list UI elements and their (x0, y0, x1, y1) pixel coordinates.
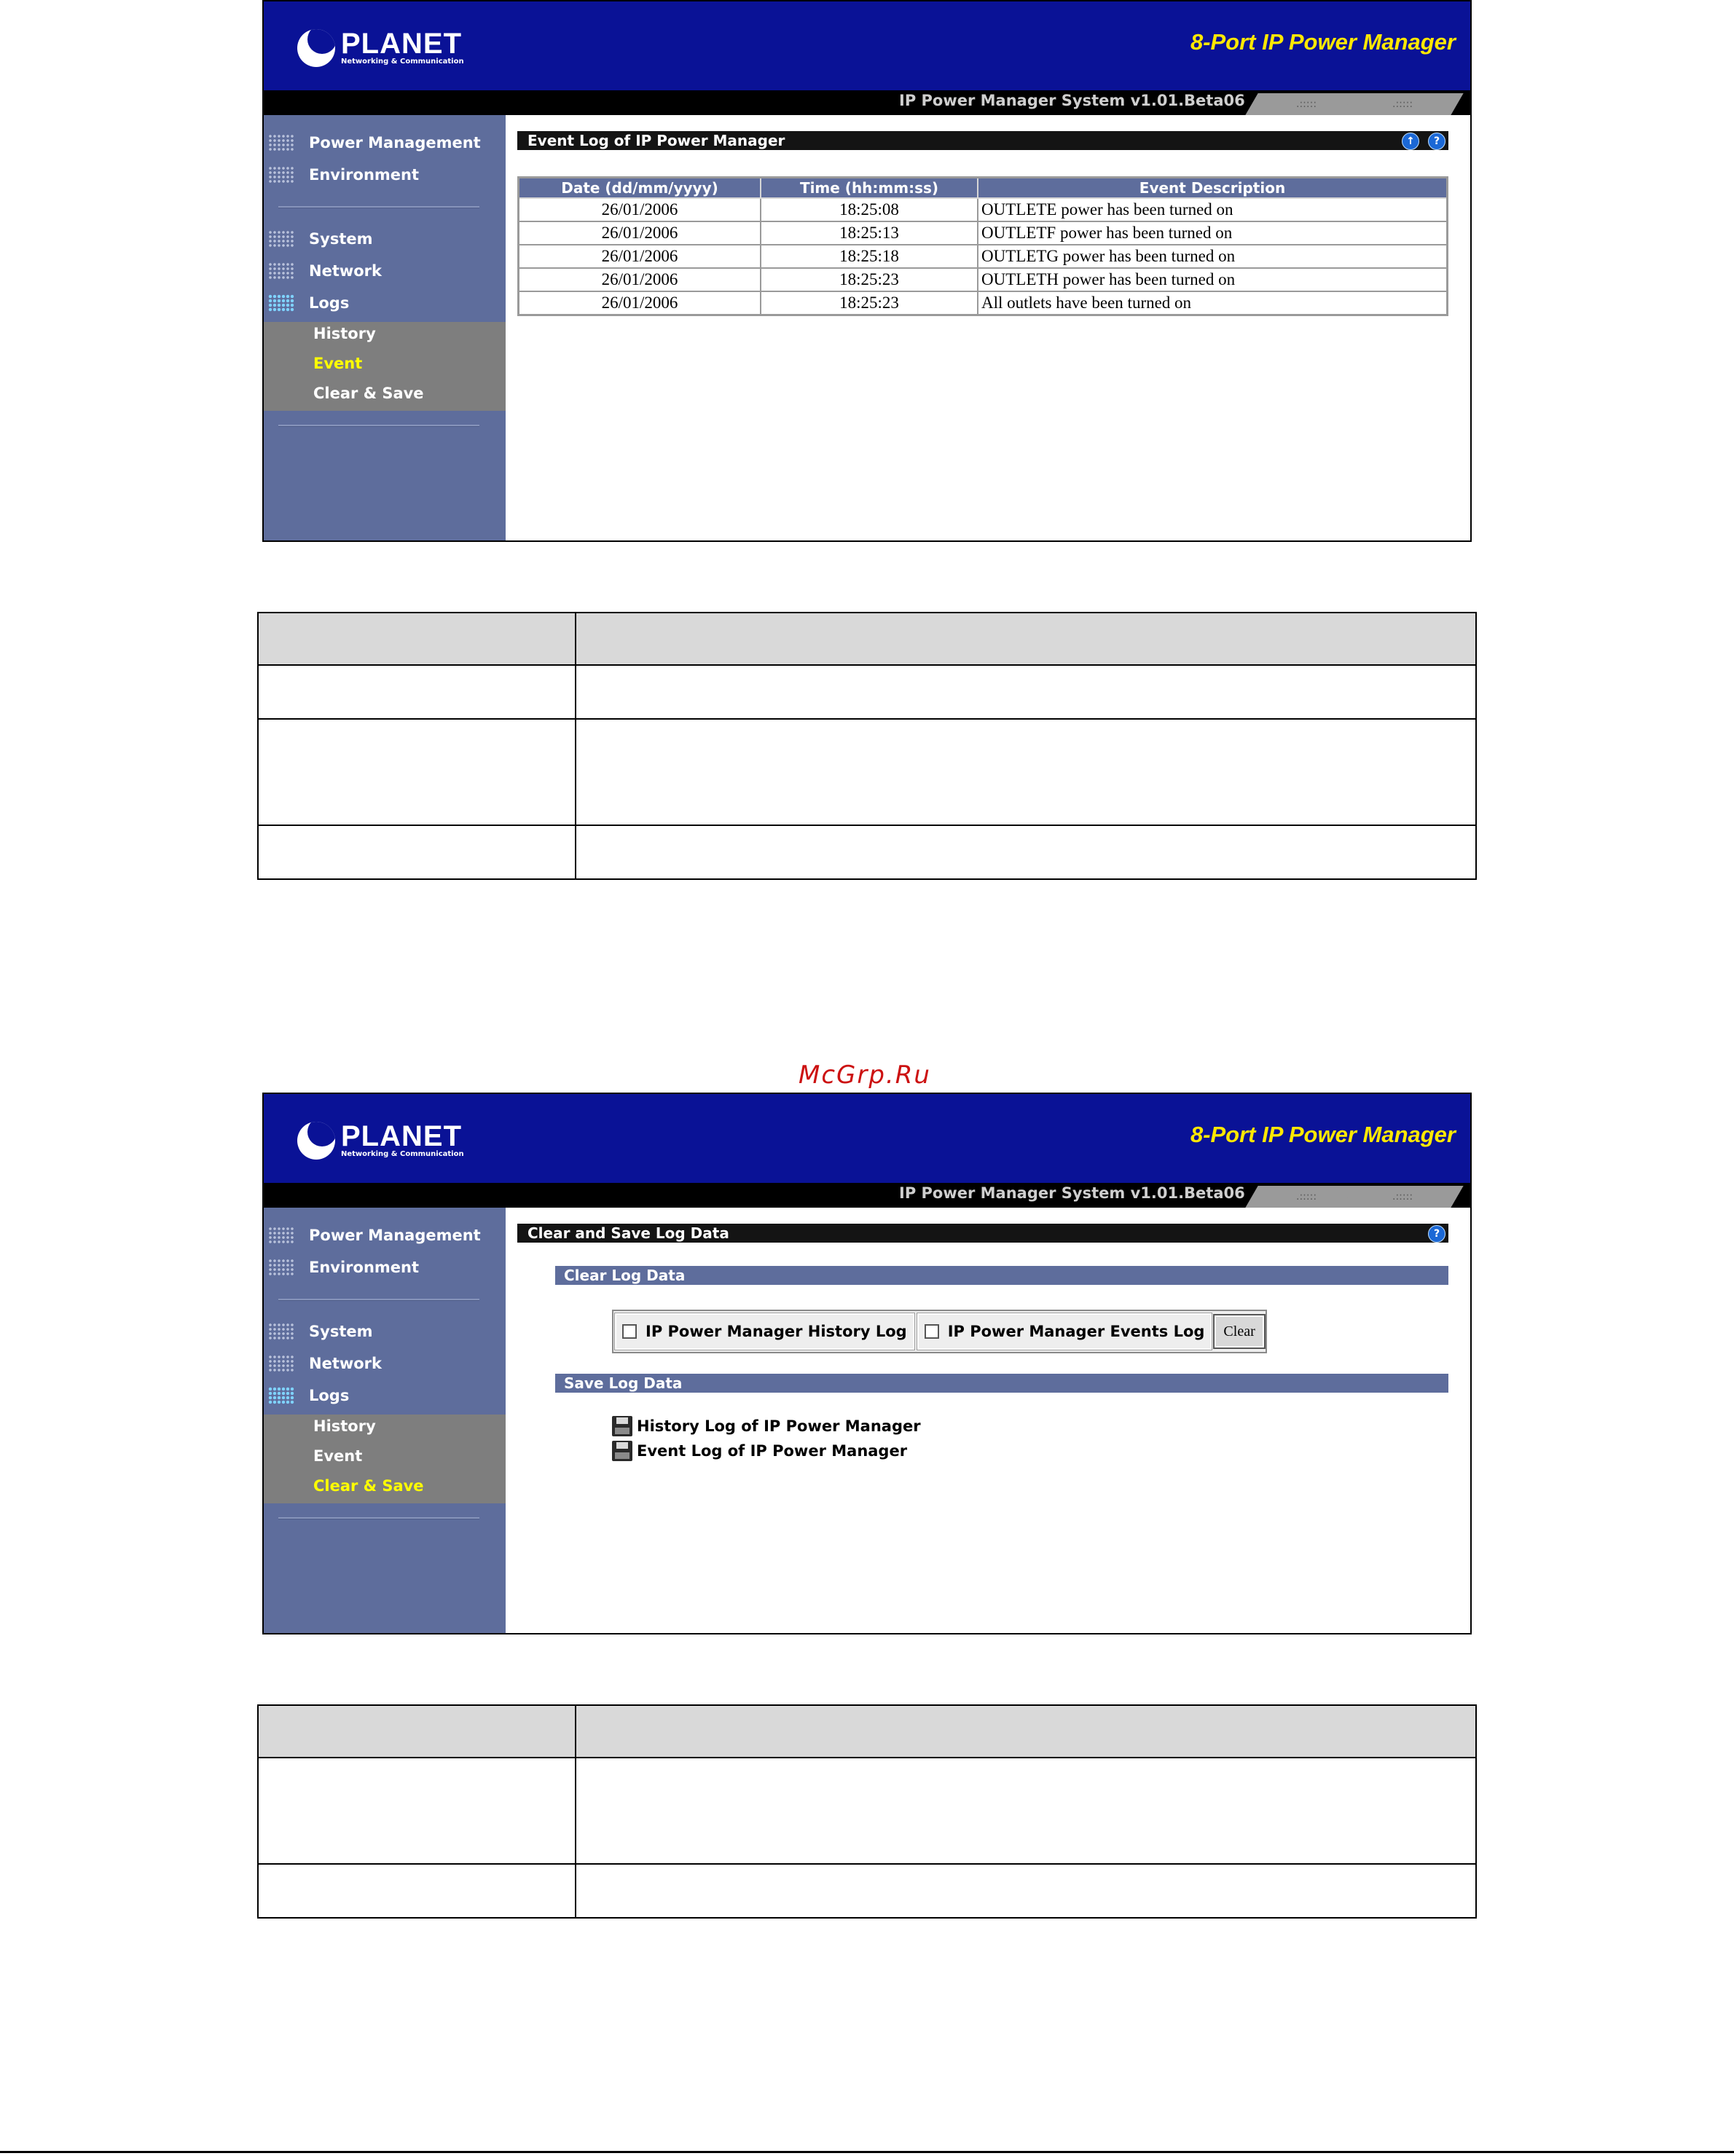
system-version: IP Power Manager System v1.01.Beta06 (899, 92, 1245, 109)
table-cell (258, 719, 576, 825)
sidebar-item-label: Network (309, 1355, 382, 1372)
sidebar-item-label: Power Management (309, 1227, 481, 1244)
system-bar (264, 90, 1470, 115)
table-cell (576, 825, 1476, 879)
history-log-option[interactable] (615, 1313, 914, 1350)
sidebar-item-label: System (309, 1323, 373, 1340)
sidebar-item-label: Logs (309, 294, 350, 312)
date-cell: 26/01/2006 (519, 221, 761, 245)
description-table-2 (257, 1704, 1477, 1919)
header-cell (576, 613, 1476, 665)
main-content (506, 1208, 1470, 1633)
header-banner (264, 1094, 1470, 1183)
sidebar-item-label: Environment (309, 166, 420, 184)
sidebar-item-power-management[interactable] (268, 1222, 481, 1248)
sidebar-item-environment[interactable] (268, 1254, 419, 1280)
header-tab-1-label: .::::: (1295, 98, 1317, 110)
header-cell (258, 613, 576, 665)
footer-rule (0, 2151, 1734, 2153)
page-title-text: Clear and Save Log Data (527, 1224, 729, 1242)
logo-name: PLANET (341, 28, 462, 60)
floppy-disk-icon (612, 1441, 632, 1461)
sidebar-divider (278, 1299, 479, 1301)
logo-tagline: Networking & Communication (341, 58, 464, 66)
events-log-checkbox[interactable] (925, 1324, 939, 1339)
table-cell (576, 1864, 1476, 1918)
table-row (519, 245, 1448, 268)
page-title-text: Event Log of IP Power Manager (527, 132, 785, 149)
description-cell: OUTLETG power has been turned on (978, 245, 1448, 268)
sidebar-divider (278, 1517, 479, 1519)
sidebar-item-power-management[interactable] (268, 130, 481, 156)
save-history-log-link[interactable] (612, 1415, 921, 1438)
table-cell (258, 1758, 576, 1864)
event-log-table (517, 176, 1448, 316)
description-cell: All outlets have been turned on (978, 291, 1448, 315)
table-row (258, 1758, 1476, 1864)
sidebar-item-logs[interactable] (268, 290, 349, 316)
grid-dots-icon (268, 134, 294, 152)
table-row (258, 1864, 1476, 1918)
sidebar-item-system[interactable] (268, 226, 372, 252)
grid-dots-icon (268, 166, 294, 184)
sidebar-item-logs[interactable] (268, 1382, 349, 1409)
page-title (517, 1224, 1448, 1243)
table-cell (576, 719, 1476, 825)
time-cell: 18:25:23 (761, 268, 978, 291)
date-cell: 26/01/2006 (519, 198, 761, 221)
sidebar (264, 115, 506, 540)
events-log-option[interactable] (917, 1313, 1212, 1350)
column-header: Date (dd/mm/yyyy) (519, 178, 761, 199)
header-tab-2-label: .::::: (1392, 98, 1413, 110)
grid-dots-icon (268, 1323, 294, 1340)
system-version: IP Power Manager System v1.01.Beta06 (899, 1184, 1245, 1202)
table-header-row (258, 1705, 1476, 1758)
sidebar-item-label: Power Management (309, 134, 481, 152)
planet-logo[interactable] (297, 28, 464, 68)
sidebar-item-system[interactable] (268, 1318, 372, 1345)
date-cell: 26/01/2006 (519, 291, 761, 315)
logo-name: PLANET (341, 1120, 462, 1152)
table-cell (258, 825, 576, 879)
grid-dots-icon (268, 1227, 294, 1244)
planet-logo-icon (297, 1122, 335, 1160)
table-row (519, 198, 1448, 221)
save-event-log-link[interactable] (612, 1439, 907, 1463)
table-cell (258, 665, 576, 719)
clear-button[interactable]: Clear (1215, 1315, 1263, 1348)
page-title (517, 131, 1448, 150)
planet-logo-icon (297, 29, 335, 67)
description-table-1 (257, 612, 1477, 880)
logo-tagline: Networking & Communication (341, 1150, 464, 1158)
time-cell: 18:25:08 (761, 198, 978, 221)
table-row (519, 291, 1448, 315)
header-cell (576, 1705, 1476, 1758)
header-tab-1-label: .::::: (1295, 1191, 1317, 1203)
table-header-row (258, 613, 1476, 665)
save-log-section-header: Save Log Data (555, 1374, 1448, 1393)
grid-dots-icon (268, 1387, 294, 1404)
sidebar-item-network[interactable] (268, 258, 382, 284)
sidebar-item-label: Network (309, 262, 382, 280)
logs-submenu (264, 322, 506, 411)
watermark: McGrp.Ru (799, 1061, 931, 1090)
logs-submenu (264, 1415, 506, 1503)
column-header: Event Description (978, 178, 1448, 199)
header-tab-2-label: .::::: (1392, 1191, 1413, 1203)
main-content (506, 115, 1470, 540)
submenu-clear-save[interactable]: Clear & Save (313, 385, 424, 402)
submenu-event[interactable]: Event (313, 355, 363, 372)
arrow-up-icon[interactable]: ↑ (1402, 133, 1419, 150)
table-row (519, 268, 1448, 291)
header-tab-2[interactable] (1341, 1186, 1463, 1208)
grid-dots-icon (268, 1259, 294, 1276)
question-icon[interactable]: ? (1428, 1225, 1445, 1243)
table-row (258, 719, 1476, 825)
system-bar (264, 1183, 1470, 1208)
time-cell: 18:25:23 (761, 291, 978, 315)
date-cell: 26/01/2006 (519, 245, 761, 268)
history-log-checkbox-label: IP Power Manager History Log (646, 1323, 907, 1340)
history-log-checkbox[interactable] (622, 1324, 637, 1339)
table-cell (258, 1864, 576, 1918)
column-header: Time (hh:mm:ss) (761, 178, 978, 199)
date-cell: 26/01/2006 (519, 268, 761, 291)
product-title: 8-Port IP Power Manager (1190, 29, 1456, 55)
description-cell: OUTLETE power has been turned on (978, 198, 1448, 221)
table-cell (576, 1758, 1476, 1864)
planet-logo[interactable] (297, 1120, 464, 1161)
submenu-event[interactable]: Event (313, 1447, 363, 1465)
table-cell (576, 665, 1476, 719)
sidebar-item-label: Logs (309, 1387, 350, 1404)
table-row (519, 221, 1448, 245)
clear-log-form (612, 1310, 1267, 1353)
grid-dots-icon (268, 1355, 294, 1372)
clear-log-section-header: Clear Log Data (555, 1266, 1448, 1285)
submenu-clear-save[interactable]: Clear & Save (313, 1477, 424, 1495)
save-history-log-label: History Log of IP Power Manager (637, 1417, 921, 1435)
grid-dots-icon (268, 230, 294, 248)
sidebar-divider (278, 425, 479, 427)
events-log-checkbox-label: IP Power Manager Events Log (947, 1323, 1205, 1340)
description-cell: OUTLETF power has been turned on (978, 221, 1448, 245)
submenu-history[interactable]: History (313, 325, 376, 342)
floppy-disk-icon (612, 1416, 632, 1436)
header-tab-2[interactable] (1341, 93, 1463, 115)
question-icon[interactable]: ? (1428, 133, 1445, 150)
sidebar-divider (278, 206, 479, 208)
product-title: 8-Port IP Power Manager (1190, 1122, 1456, 1147)
description-cell: OUTLETH power has been turned on (978, 268, 1448, 291)
grid-dots-icon (268, 294, 294, 312)
sidebar (264, 1208, 506, 1633)
sidebar-item-label: System (309, 230, 373, 248)
sidebar-item-network[interactable] (268, 1350, 382, 1377)
sidebar-item-environment[interactable] (268, 162, 419, 188)
time-cell: 18:25:18 (761, 245, 978, 268)
sidebar-item-label: Environment (309, 1259, 420, 1276)
table-row (258, 665, 1476, 719)
time-cell: 18:25:13 (761, 221, 978, 245)
grid-dots-icon (268, 262, 294, 280)
header-banner (264, 1, 1470, 90)
event-log-screenshot (262, 0, 1472, 542)
header-cell (258, 1705, 576, 1758)
save-event-log-label: Event Log of IP Power Manager (637, 1442, 908, 1460)
submenu-history[interactable]: History (313, 1417, 376, 1435)
table-row (258, 825, 1476, 879)
clear-save-screenshot (262, 1093, 1472, 1634)
